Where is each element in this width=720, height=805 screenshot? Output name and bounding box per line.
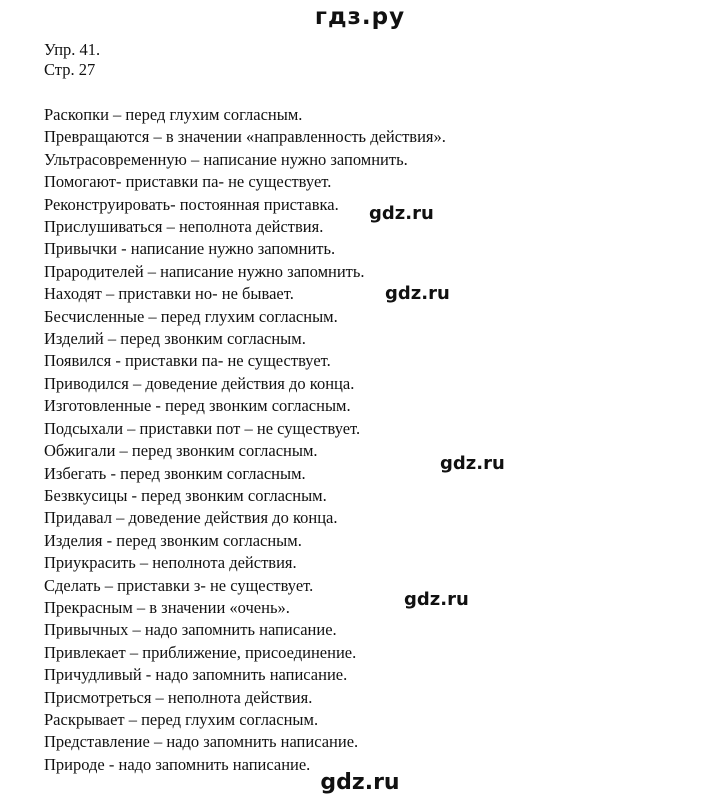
answer-line: Помогают- приставки па- не существует. bbox=[44, 172, 332, 192]
answer-line: Привычки - написание нужно запомнить. bbox=[44, 239, 336, 259]
watermark: gdz.ru bbox=[440, 453, 505, 474]
answer-line: Находят – приставки но- не бывает. bbox=[44, 284, 294, 304]
page-number: Стр. 27 bbox=[44, 60, 96, 79]
answer-line: Приводился – доведение действия до конца. bbox=[44, 373, 355, 393]
answer-line: Присмотреться – неполнота действия. bbox=[44, 687, 313, 707]
answer-line: Реконструировать- постоянная приставка. bbox=[44, 194, 339, 214]
answer-line: Изготовленные - перед звонким согласным. bbox=[44, 396, 351, 416]
answer-line: Придавал – доведение действия до конца. bbox=[44, 508, 338, 528]
answer-line: Привлекает – приближение, присоединение. bbox=[44, 642, 357, 662]
answer-line: Избегать - перед звонким согласным. bbox=[44, 463, 306, 483]
answer-line: Привычных – надо запомнить написание. bbox=[44, 620, 337, 640]
answer-line: Превращаются – в значении «направленность действия». bbox=[44, 127, 446, 147]
answer-line: Сделать – приставки з- не существует. bbox=[44, 575, 314, 595]
answer-line: Обжигали – перед звонким согласным. bbox=[44, 441, 318, 461]
answer-line: Прекрасным – в значении «очень». bbox=[44, 597, 290, 617]
answer-line: Представление – надо запомнить написание. bbox=[44, 732, 359, 752]
exercise-number: Упр. 41. bbox=[44, 40, 101, 59]
answer-line: Изделий – перед звонким согласным. bbox=[44, 329, 306, 349]
answer-line: Приукрасить – неполнота действия. bbox=[44, 553, 297, 573]
answer-line: Причудливый - надо запомнить написание. bbox=[44, 665, 348, 685]
watermark: gdz.ru bbox=[369, 203, 434, 224]
answer-line: Раскрывает – перед глухим согласным. bbox=[44, 709, 319, 729]
answer-line: Прародителей – написание нужно запомнить. bbox=[44, 261, 365, 281]
answer-line: Прислушиваться – неполнота действия. bbox=[44, 217, 324, 237]
watermark: gdz.ru bbox=[404, 589, 469, 610]
answer-line: Появился - приставки па- не существует. bbox=[44, 351, 331, 371]
answer-line: Раскопки – перед глухим согласным. bbox=[44, 105, 303, 124]
answer-line: Подсыхали – приставки пот – не существует. bbox=[44, 418, 361, 438]
answer-line: Безвкусицы - перед звонким согласным. bbox=[44, 485, 327, 505]
site-footer: gdz.ru bbox=[320, 770, 400, 795]
answer-line: Природе - надо запомнить написание. bbox=[44, 754, 311, 774]
site-header: гдз.ру bbox=[314, 4, 406, 30]
answer-line: Ультрасовременную – написание нужно запомнить. bbox=[44, 149, 408, 169]
watermark: gdz.ru bbox=[385, 283, 450, 304]
answer-line: Изделия - перед звонким согласным. bbox=[44, 530, 302, 550]
answer-line: Бесчисленные – перед глухим согласным. bbox=[44, 306, 338, 326]
